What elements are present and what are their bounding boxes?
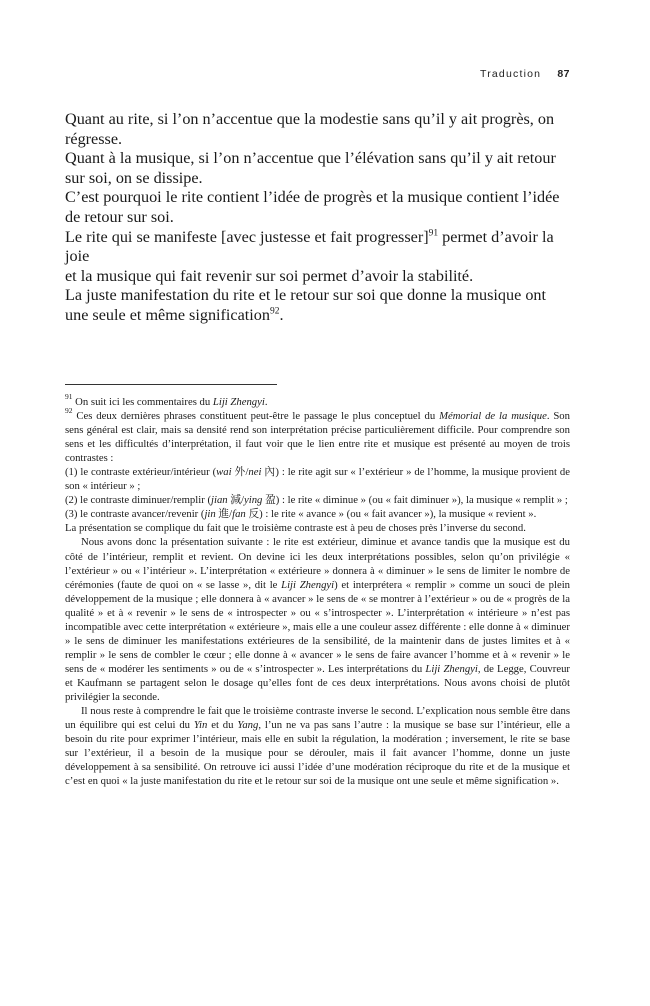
footnote-number: 92	[65, 406, 73, 416]
page-number: 87	[557, 68, 570, 80]
footnote-paragraph: Nous avons donc la présentation suivante : le rite est extérieur, diminue et avance tandis que la musique est du côté de l’intérieur, remplit et revient. On devine ici les deux interprétations possibles, selon qu’on privilégie « l’extérieur » ou « l’intérieur ». L’interprétation « extérieure » donnera à « diminuer » le sens de limiter le nombre de cérémonies (faute de quoi on « se lasse », dit le Liji Zhengyi) et interprétera « remplir » comme un souci de plein développement de la musique ; elle donnera à « avancer » le sens de « se montrer à l’extérieur » ou de « progrès de la qualité » et à « revenir » le sens de « introspecter » ou « s’introspecter ». L’interprétation « intérieure » n’est pas incompatible avec cette interprétation « extérieure », mais elle a une couleur assez différente : elle donne à « diminuer » le sens de diminuer les manifestations extérieures de la sensibilité, de la maintenir dans de justes limites et à « remplir » le sens de combler le cœur ; elle donne à « avancer » le sens de faire avancer l’homme et à « revenir » le sens de « modérer les sentiments » ou de « s’introspecter ». Les interprétations du Liji Zhengyi, de Legge, Couvreur et Kaufmann se partagent selon le dosage qu’elles font de ces deux interprétations. Nous avons choisi de plutôt privilégier la seconde.	[65, 536, 571, 703]
footnote-92: $^{92}$ Ces deux dernières phrases constituent peut-être le passage le plus conceptuel du Mémorial de la musique. Son sens général est clair, mais sa densité rend son interprétation précise particulièrement difficile. Pour comprendre son sens et les difficultés d’interprétation, il faut voir que le lien entre rite et musique est présenté au moyen de trois contrastes :	[65, 406, 570, 465]
verse-line: Le rite qui se manifeste [avec justesse et fait progresser]$^{91}$ permet d’avoir la joie	[65, 227, 554, 266]
footnote-divider	[65, 384, 277, 385]
verse-line: Quant à la musique, si l’on n’accentue que l’élévation sans qu’il y ait retour sur soi, on se dissipe.	[65, 149, 556, 187]
footnote-91: $^{91}$ On suit ici les commentaires du Liji Zhengyi.	[65, 392, 268, 408]
section-title: Traduction	[479, 68, 542, 80]
footnote-ref[interactable]: 91	[428, 228, 439, 239]
footnote-paragraph: La présentation se complique du fait que le troisième contraste est à peu de choses près l’inverse du second.	[65, 522, 526, 535]
footnote-ref[interactable]: 92	[269, 306, 280, 317]
main-text	[65, 110, 570, 326]
footnote-paragraph: Il nous reste à comprendre le fait que le troisième contraste inverse le second. L’explication nous semble être dans un équilibre qui est celui du Yin et du Yang, l’un ne va pas sans l’autre : la musique se base sur l’intérieur, elle a besoin du rite pour exprimer l’intérieur, mais elle en subit la régulation, la modération ; inversement, le rite se base sur l’extérieur, il a besoin de la musique pour se dérouler, mais il fait avancer l’homme, donne un juste développement à sa sensibilité. On retrouve ici aussi l’idée d’une modération réciproque du rite et de la musique et c’est en quoi « la juste manifestation du rite et le retour sur soi de la musique ont une seule et même signification ».	[65, 705, 570, 788]
running-header	[480, 68, 570, 80]
contrast-item: (1) le contraste extérieur/intérieur (wai 外/nei 內) : le rite agit sur « l’extérieur » de l’homme, la musique provient de son « intérieur » ;	[65, 466, 570, 493]
contrast-item: (2) le contraste diminuer/remplir (jian 減/ying 盈) : le rite « diminue » (ou « fait diminuer »), la musique « remplit » ;	[65, 494, 568, 507]
footnotes	[65, 392, 571, 788]
footnote-number: 91	[65, 392, 73, 401]
verse-line: Quant au rite, si l’on n’accentue que la modestie sans qu’il y ait progrès, on régresse.	[65, 110, 555, 148]
verse-line: et la musique qui fait revenir sur soi permet d’avoir la stabilité.	[65, 266, 474, 285]
contrast-item: (3) le contraste avancer/revenir (jin 進/fan 反) : le rite « avance » (ou « fait avancer »), la musique « revient ».	[65, 508, 537, 521]
verse-line: C’est pourquoi le rite contient l’idée de progrès et la musique contient l’idée de retour sur soi.	[65, 188, 560, 226]
verse-line: La juste manifestation du rite et le retour sur soi que donne la musique ont une seule et même signification$^{92}$.	[65, 286, 547, 324]
